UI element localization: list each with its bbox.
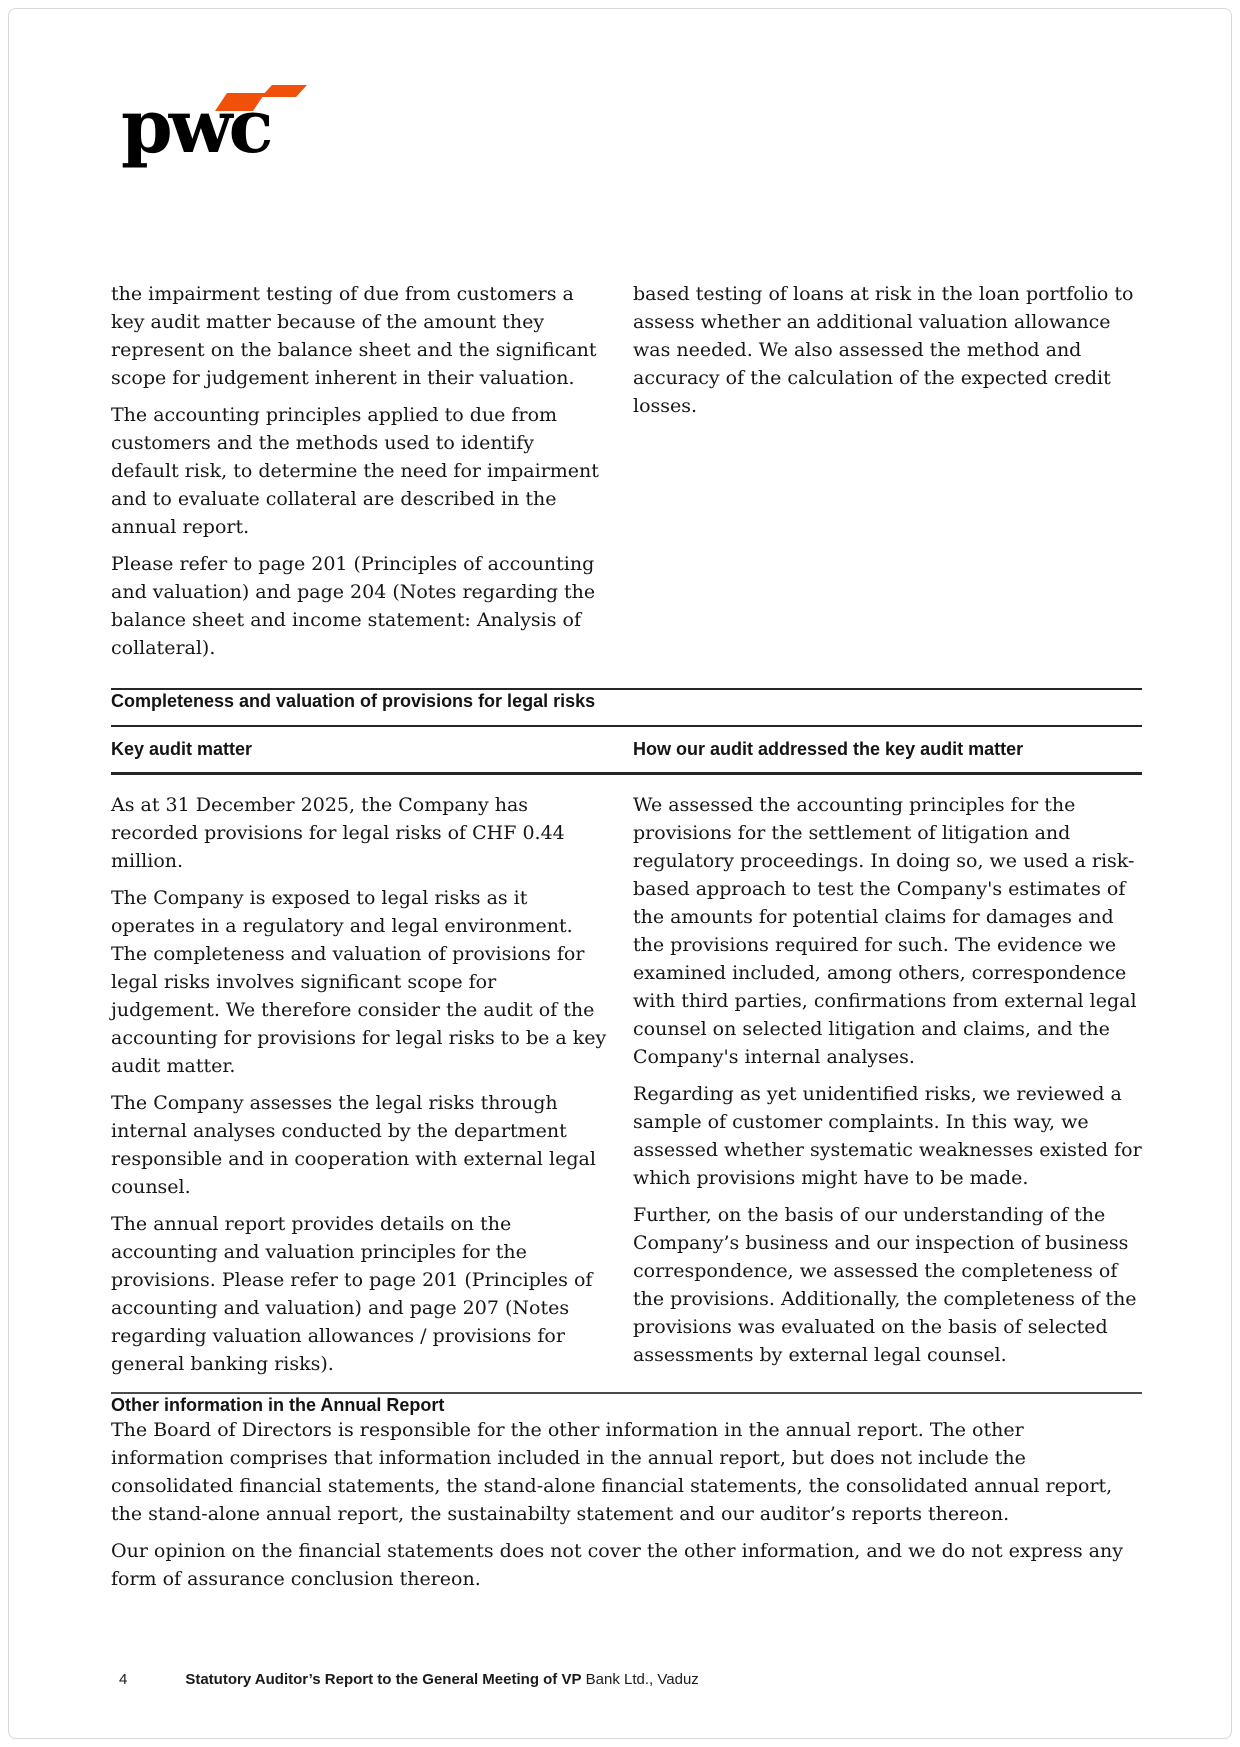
- paragraph: As at 31 December 2025, the Company has recorded provisions for legal risks of CHF 0.44 million.: [111, 794, 565, 872]
- page-footer: [9, 1671, 1231, 1688]
- footer-title-bold: Statutory Auditor’s Report to the General Meeting of VP: [185, 1671, 582, 1688]
- paragraph: The Board of Directors is responsible for the other information in the annual report. The other information comprises that information included in the annual report, but does not include the consolidated financial statements, the stand-alone financial statements, the consolidated annual report, the stand-alone annual report, the sustainabilty statement and our auditor’s reports thereon.: [111, 1419, 1113, 1525]
- footer-document-title: [185, 1671, 698, 1688]
- kam-table-col1-header: Key audit matter: [111, 739, 253, 759]
- kam-continued-right-column: [633, 280, 1142, 662]
- kam-table-col2: [633, 791, 1142, 1378]
- paragraph: the impairment testing of due from customers a key audit matter because of the amount they represent on the balance sheet and the significant scope for judgement inherent in their valuation.: [111, 283, 597, 389]
- paragraph: The accounting principles applied to due from customers and the methods used to identify default risk, to determine the need for impairment and to evaluate collateral are described in the annual report.: [111, 404, 599, 538]
- paragraph: The annual report provides details on the accounting and valuation principles for the provisions. Please refer to page 201 (Principles of accounting and valuation) and page 207 (Notes regarding valuation allowances / provisions for general banking risks).: [111, 1213, 593, 1375]
- kam-table-body: [111, 791, 1142, 1378]
- paragraph: The Company is exposed to legal risks as it operates in a regulatory and legal environment. The completeness and valuation of provisions for legal risks involves significant scope for judgement. We therefore consider the audit of the accounting for provisions for legal risks to be a key audit matter.: [111, 887, 607, 1077]
- paragraph: Further, on the basis of our understanding of the Company’s business and our inspection of business correspondence, we assessed the completeness of the provisions. Additionally, the completeness of the provisions was evaluated on the basis of selected assessments by external legal counsel.: [633, 1204, 1137, 1366]
- pwc-logo: [121, 76, 341, 168]
- legal-risks-heading: Completeness and valuation of provisions for legal risks: [111, 691, 596, 711]
- kam-table-col2-header: How our audit addressed the key audit matter: [633, 739, 1024, 759]
- paragraph: We assessed the accounting principles for the provisions for the settlement of litigation and regulatory proceedings. In doing so, we used a risk-based approach to test the Company's estimates of the amounts for potential claims for damages and the provisions required for such. The evidence we examined included, among others, correspondence with third parties, confirmations from external legal counsel on selected litigation and claims, and the Company's internal analyses.: [633, 794, 1137, 1068]
- table-header-rule: [111, 772, 1142, 775]
- paragraph: Regarding as yet unidentified risks, we reviewed a sample of customer complaints. In this way, we assessed whether systematic weaknesses existed for which provisions might have to be made.: [633, 1083, 1142, 1189]
- paragraph: The Company assesses the legal risks through internal analyses conducted by the department responsible and in cooperation with external legal counsel.: [111, 1092, 596, 1198]
- kam-table-col1: [111, 791, 607, 1378]
- report-page: [8, 8, 1232, 1739]
- kam-continued-section: [111, 280, 1142, 662]
- page-number: 4: [119, 1671, 128, 1688]
- paragraph: Please refer to page 201 (Principles of accounting and valuation) and page 204 (Notes regarding the balance sheet and income statement: Analysis of collateral).: [111, 553, 596, 659]
- page-content: [9, 76, 1231, 1593]
- table-top-rule: [111, 725, 1142, 727]
- kam-continued-left-column: [111, 280, 607, 662]
- footer-title-regular: Bank Ltd., Vaduz: [581, 1671, 699, 1688]
- other-information-heading: Other information in the Annual Report: [111, 1395, 445, 1415]
- kam-table-header-row: [111, 738, 1142, 760]
- pwc-logo-text: pwc: [121, 84, 270, 170]
- paragraph: Our opinion on the financial statements does not cover the other information, and we do not express any form of assurance conclusion thereon.: [111, 1540, 1123, 1590]
- paragraph: based testing of loans at risk in the loan portfolio to assess whether an additional valuation allowance was needed. We also assessed the method and accuracy of the calculation of the expected credit losses.: [633, 283, 1134, 417]
